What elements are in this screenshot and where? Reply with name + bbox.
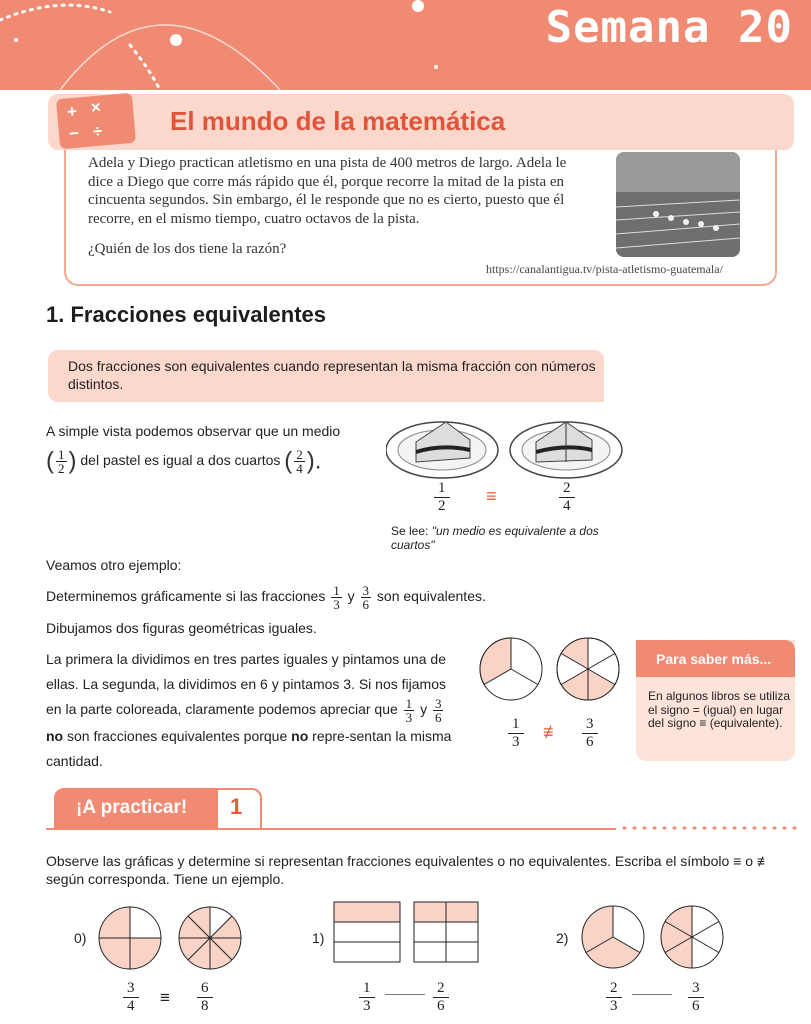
track-photo [616,152,740,257]
circle-sixths-three [661,906,723,968]
more-info-title: Para saber más... [636,640,795,677]
math-operations-icon [56,93,136,149]
paren: ). [306,447,322,475]
answer-blank[interactable] [632,994,672,995]
item-label: 1) [312,930,325,946]
practice-label: ¡A practicar! [56,788,218,830]
cake-half [386,422,498,478]
dotted-divider [620,822,806,834]
track-illustration [616,152,740,257]
sixth-label: 3 6 [582,716,598,751]
reading-note: Se lee: "un medio es equivalente a dos cuartos" [391,524,599,552]
circle-sixths [557,638,619,700]
more-info-text: En algunos libros se utiliza el signo = (igual) en lugar del signo ≡ (equivalente). [648,689,791,730]
circle-thirds [480,638,542,700]
half-label: 1 2 [434,480,450,515]
circle-quarters [99,907,161,969]
sixth-fraction: $\frac{3}{6}$ [362,583,370,612]
item2-circles [578,903,730,971]
plus-op: + [66,101,78,122]
item0-frac-a: 3 4 [123,980,139,1015]
answer-blank[interactable] [385,994,425,995]
explanation-paragraph: La primera la dividimos en tres partes iguales y pintamos una de ellas. La segunda, la dividimos en 6 y pintamos 3. Si nos fijamos en la parte coloreada, claramente podemos apreciar que $\frac{1}{3}$ y $\frac{3}{6}$ no son fracciones equivalentes porque no repre-sentan la misma cantidad. [46,651,452,769]
third-label: 1 3 [508,716,524,751]
cake-two-quarters [510,422,622,478]
times-op: × [90,97,102,118]
cake-text-a: A simple vista podemos observar que un medio [46,423,341,439]
rect-thirds [334,902,400,962]
circle-eighths [179,907,241,969]
minus-op: − [68,123,80,144]
story-text: Adela y Diego practican atletismo en una pista de 400 metros de largo. Adela le dice a Diego que corre más rápido que él, porque recorre la mitad de la pista en cincuenta segundos. Sin embargo, él le responde que no es cierto, puesto que él recorre, en el mismo tiempo, cuatro octavos de la pista. [88,155,567,227]
circle-thirds-two [582,906,644,968]
third-fraction: $\frac{1}{3}$ [333,583,340,612]
rect-sixths [414,902,478,962]
item0-frac-b: 6 8 [197,980,213,1015]
example-intro: Veamos otro ejemplo: [46,557,182,573]
cake-text-b: del pastel es igual a dos cuartos [80,452,281,469]
item0-answer: ≡ [160,988,170,1007]
cake-text-b-line [46,448,321,475]
world-title: El mundo de la matemática [170,106,506,136]
paren: ( [46,447,54,475]
page-header [0,0,811,90]
item2-frac-b: 3 6 [688,980,704,1015]
quarters-label: 2 4 [559,480,575,515]
paren: ( [284,447,293,475]
not-equivalent-symbol: ≢ [543,722,561,742]
determine-line: Determinemos gráficamente si las fracciones $\frac{1}{3}$ y $\frac{3}{6}$ son equivalentes. [46,583,486,612]
item1-frac-b: 2 6 [433,980,449,1015]
item1-rectangles [332,900,482,972]
thirds-sixths-circles [478,635,628,705]
item0-circles [96,905,246,971]
item-label: 2) [556,930,569,946]
divide-op: ÷ [92,121,104,142]
draw-line: Dibujamos dos figuras geométricas iguales. [46,620,317,636]
section-title: 1. Fracciones equivalentes [46,302,327,327]
item-label: 0) [74,930,87,946]
source-url: https://canalantigua.tv/pista-atletismo-guatemala/ [486,262,723,276]
quarters-fraction: $\frac{2}{4}$ [296,447,303,476]
item2-frac-a: 2 3 [606,980,622,1015]
item1-frac-a: 1 3 [359,980,375,1015]
definition-box: Dos fracciones son equivalentes cuando representan la misma fracción con números distintos. [48,350,604,402]
week-title: Semana 20 [545,2,793,53]
cake-plates [386,414,626,480]
practice-number: 1 [230,794,243,819]
paren: ) [68,447,77,475]
half-fraction: $\frac{1}{2}$ [58,447,65,476]
equivalent-symbol: ≡ [486,486,497,506]
practice-instructions: Observe las gráficas y determine si representan fracciones equivalentes o no equivalentes. Escriba el símbolo ≡ o ≢ según corresponda. Tiene un ejemplo. [46,853,771,887]
story-question: ¿Quién de los dos tiene la razón? [88,241,287,257]
